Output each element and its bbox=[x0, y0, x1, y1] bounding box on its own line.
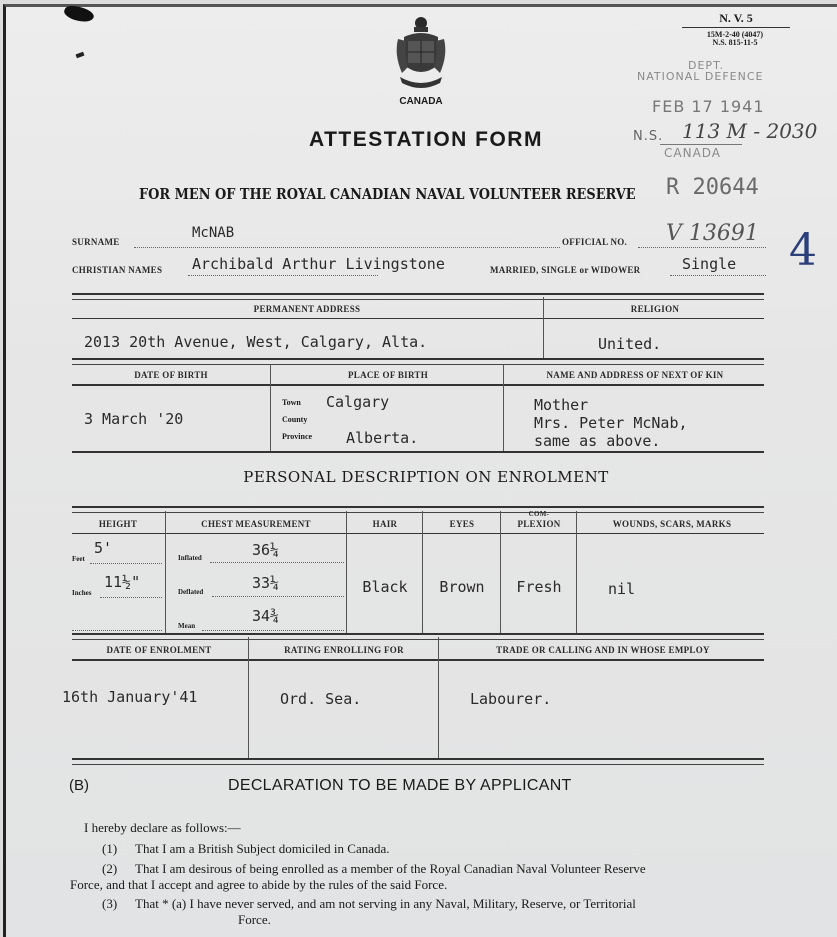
deflated-label: Deflated bbox=[178, 588, 204, 596]
desc-divider-3 bbox=[422, 511, 423, 633]
enrolment-divider-2 bbox=[438, 637, 439, 759]
ink-speck bbox=[76, 52, 85, 58]
complexion-value[interactable]: Fresh bbox=[516, 578, 562, 596]
desc-divider-5 bbox=[576, 511, 577, 633]
height-bottom-dots bbox=[72, 630, 162, 631]
declaration-item-3-num: (3) bbox=[102, 896, 118, 911]
deflated-value[interactable]: 33¼ bbox=[252, 574, 280, 592]
wounds-value[interactable]: nil bbox=[608, 580, 636, 598]
inflated-label: Inflated bbox=[178, 554, 202, 562]
print-code-2: N.S. 815-11-5 bbox=[712, 38, 758, 47]
inches-dots bbox=[100, 597, 162, 598]
description-title: PERSONAL DESCRIPTION ON ENROLMENT bbox=[243, 468, 609, 486]
kin-line-3[interactable]: same as above. bbox=[534, 432, 661, 450]
inflated-value[interactable]: 36¼ bbox=[252, 541, 280, 559]
feet-label: Feet bbox=[72, 555, 85, 563]
birth-bottom-rule bbox=[72, 451, 764, 453]
birth-header-rule bbox=[72, 384, 764, 386]
stamp-ns-number: 113 M - 2030 bbox=[682, 119, 818, 143]
address-header-rule bbox=[72, 318, 764, 319]
declaration-item-2-text: That I am desirous of being enrolled as a member of the Royal Canadian Naval Volunteer Reserve bbox=[135, 861, 646, 876]
stamp-date: FEB 17 1941 bbox=[652, 97, 765, 116]
complexion-header-1: COM- bbox=[528, 510, 550, 518]
desc-divider-1 bbox=[165, 511, 166, 633]
town-label: Town bbox=[282, 398, 301, 407]
address-header: PERMANENT ADDRESS bbox=[253, 304, 361, 314]
eyes-header: EYES bbox=[449, 519, 475, 529]
declaration-item-3-cont: Force. bbox=[238, 912, 271, 927]
address-bottom-rule bbox=[72, 358, 764, 365]
birth-divider-2 bbox=[503, 365, 504, 451]
pob-header: PLACE OF BIRTH bbox=[347, 370, 429, 380]
form-code: N. V. 5 bbox=[719, 11, 753, 25]
kin-header: NAME AND ADDRESS OF NEXT OF KIN bbox=[546, 370, 724, 380]
feet-value[interactable]: 5' bbox=[94, 539, 113, 557]
address-value[interactable]: 2013 20th Avenue, West, Calgary, Alta. bbox=[84, 333, 428, 351]
declaration-title: DECLARATION TO BE MADE BY APPLICANT bbox=[228, 777, 572, 794]
christian-names-label: CHRISTIAN NAMES bbox=[72, 265, 163, 275]
declaration-item-2-num: (2) bbox=[102, 861, 118, 876]
trade-value[interactable]: Labourer. bbox=[470, 690, 552, 708]
declaration-item-1-text: That I am a British Subject domiciled in Canada. bbox=[135, 841, 390, 856]
declaration-item-3-text: That * (a) I have never served, and am not serving in any Naval, Military, Reserve, or Territorial bbox=[135, 896, 636, 911]
country-label: CANADA bbox=[399, 96, 443, 107]
inflated-dots bbox=[210, 562, 344, 563]
enrolment-header-rule bbox=[72, 659, 764, 661]
kin-line-2[interactable]: Mrs. Peter McNab, bbox=[534, 414, 688, 432]
rating-value[interactable]: Ord. Sea. bbox=[280, 690, 362, 708]
dob-header: DATE OF BIRTH bbox=[134, 370, 208, 380]
description-top-rule bbox=[72, 506, 764, 513]
enrolment-bottom-rule bbox=[72, 758, 764, 765]
kin-line-1[interactable]: Mother bbox=[534, 396, 589, 414]
feet-dots bbox=[90, 563, 162, 564]
mean-value[interactable]: 34¾ bbox=[252, 607, 280, 625]
official-no-value[interactable]: V 13691 bbox=[666, 221, 759, 246]
religion-header: RELIGION bbox=[630, 304, 680, 314]
hair-header: HAIR bbox=[372, 519, 398, 529]
chest-header: CHEST MEASUREMENT bbox=[201, 519, 311, 529]
hair-value[interactable]: Black bbox=[362, 578, 408, 596]
marital-dots bbox=[670, 275, 766, 276]
description-bottom-rule bbox=[72, 633, 764, 640]
mean-label: Mean bbox=[178, 622, 196, 630]
surname-dots bbox=[134, 247, 560, 248]
canadian-coat-of-arms-icon bbox=[394, 15, 448, 95]
wounds-header: WOUNDS, SCARS, MARKS bbox=[612, 519, 732, 529]
form-subtitle: FOR MEN OF THE ROYAL CANADIAN NAVAL VOLUNTEER RESERVE bbox=[139, 185, 636, 203]
stamp-ns-label: N.S. bbox=[633, 129, 664, 144]
declaration-intro: I hereby declare as follows:— bbox=[84, 820, 241, 835]
town-value[interactable]: Calgary bbox=[326, 393, 390, 411]
marital-label: MARRIED, SINGLE or WIDOWER bbox=[490, 265, 641, 275]
declaration-section-label: (B) bbox=[69, 777, 89, 794]
address-divider bbox=[543, 297, 544, 359]
declaration-item-1-num: (1) bbox=[102, 841, 118, 856]
marital-value[interactable]: Single bbox=[682, 255, 737, 273]
stamp-dept: DEPT. bbox=[688, 59, 724, 72]
christian-names-dots bbox=[188, 275, 378, 276]
enrolment-divider-1 bbox=[248, 637, 249, 759]
county-label: County bbox=[282, 415, 308, 424]
print-code-1: 15M-2-40 (4047) bbox=[706, 30, 764, 39]
description-header-rule bbox=[72, 533, 764, 534]
trade-header: TRADE OR CALLING AND IN WHOSE EMPLOY bbox=[496, 645, 710, 655]
desc-divider-4 bbox=[500, 511, 501, 633]
desc-divider-2 bbox=[346, 511, 347, 633]
complexion-header-2: PLEXION bbox=[517, 519, 561, 529]
province-value[interactable]: Alberta. bbox=[346, 429, 419, 447]
height-header: HEIGHT bbox=[98, 519, 138, 529]
enrolment-date-value[interactable]: 16th January'41 bbox=[62, 688, 198, 706]
official-no-label: OFFICIAL NO. bbox=[562, 237, 628, 247]
dob-value[interactable]: 3 March '20 bbox=[84, 410, 184, 428]
official-no-dots bbox=[638, 247, 766, 248]
inches-label: Inches bbox=[72, 589, 92, 597]
deflated-dots bbox=[212, 596, 344, 597]
surname-value[interactable]: McNAB bbox=[192, 225, 235, 241]
address-top-rule bbox=[72, 293, 764, 300]
mean-dots bbox=[202, 630, 344, 631]
serial-stamp: R 20644 bbox=[666, 175, 759, 200]
margin-mark: 4 bbox=[789, 225, 817, 276]
birth-divider-1 bbox=[270, 365, 271, 451]
rating-header: RATING ENROLLING FOR bbox=[284, 645, 404, 655]
province-label: Province bbox=[282, 432, 313, 441]
stamp-ns-rule bbox=[660, 144, 742, 145]
ink-blot bbox=[63, 3, 96, 26]
declaration-item-2-cont: Force, and that I accept and agree to abide by the rules of the said Force. bbox=[70, 877, 448, 892]
form-title: ATTESTATION FORM bbox=[309, 128, 543, 151]
christian-names-value[interactable]: Archibald Arthur Livingstone bbox=[192, 255, 445, 273]
attestation-form-page bbox=[3, 4, 837, 937]
eyes-value[interactable]: Brown bbox=[439, 578, 485, 596]
stamp-national-defence: NATIONAL DEFENCE bbox=[637, 70, 764, 83]
religion-value[interactable]: United. bbox=[598, 335, 662, 353]
inches-value[interactable]: 11½" bbox=[104, 573, 141, 591]
stamp-canada: CANADA bbox=[664, 146, 722, 160]
enrolment-date-header: DATE OF ENROLMENT bbox=[106, 645, 212, 655]
form-code-rule bbox=[682, 27, 790, 28]
surname-label: SURNAME bbox=[72, 237, 120, 247]
